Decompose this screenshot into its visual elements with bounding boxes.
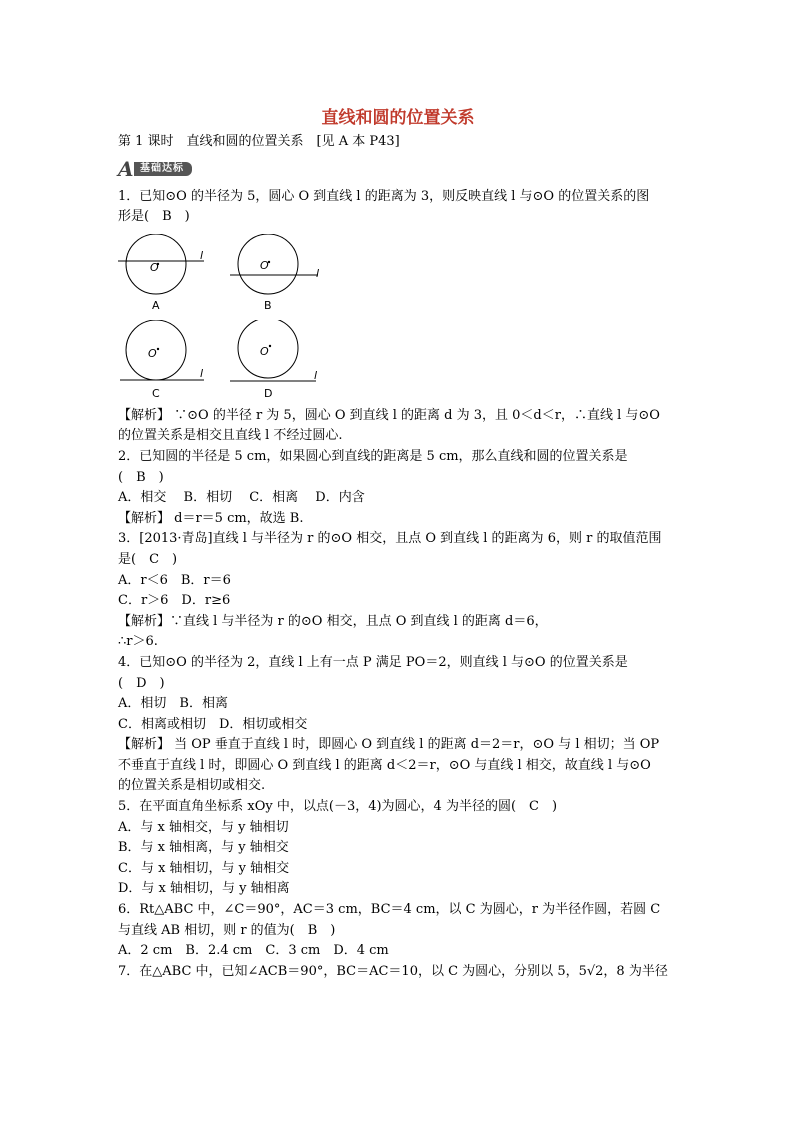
figure-b-line-label: l [316,266,320,280]
q2-stem-line1: 2．已知圆的半径是 5 cm，如果圆心到直线的距离是 5 cm，那么直线和圆的位置关系是 [118,448,628,464]
badge-text: 基础达标 [134,162,192,176]
figure-d-line-label: l [314,368,318,382]
q1-stem-line2: 形是( B ) [118,209,190,225]
q3-analysis-line1: 【解析】∵直线 l 与半径为 r 的⊙O 相交，且点 O 到直线 l 的距离 d＝6， [118,613,548,629]
q2-stem-line2: ( B ) [118,469,164,485]
figure-b-label: B [264,298,272,312]
q6-stem-line2: 与直线 AB 相切，则 r 的值为( B ) [118,922,336,938]
figure-c-line-label: l [200,366,204,380]
q2-analysis: 【解析】 d＝r＝5 cm，故选 B. [118,510,304,526]
figure-a-line-label: l [200,248,204,262]
figure-a-label: A [152,298,160,312]
q4-options-line1: A．相切 B．相离 [118,696,228,712]
figure-b-drawing [230,234,330,314]
figure-d-drawing [230,320,330,400]
figure-b-center-label: O [260,258,269,272]
lesson-subtitle: 第 1 课时 直线和圆的位置关系 [见 A 本 P43] [118,134,400,149]
q1-figures [118,230,678,400]
q1-analysis-line2: 的位置关系是相交且直线 l 不经过圆心. [118,428,343,444]
figure-c [118,320,218,400]
q4-stem-line1: 4．已知⊙O 的半径为 2，直线 l 上有一点 P 满足 PO＝2，则直线 l 与⊙O 的位置关系是 [118,654,628,670]
q4-stem-line2: ( D ) [118,675,165,691]
q1-stem-line1: 1．已知⊙O 的半径为 5，圆心 O 到直线 l 的距离为 3，则反映直线 l 与⊙O 的位置关系的图 [118,188,650,204]
badge-letter: A [118,156,134,181]
figure-a-center-label: O [150,260,159,274]
q3-stem-line2: 是( C ) [118,551,178,567]
page-title: 直线和圆的位置关系 [321,108,475,128]
figure-a [118,234,218,314]
figure-c-label: C [152,386,160,400]
figure-c-center-label: O [148,346,157,360]
q3-analysis-line2: ∴r＞6. [118,634,158,650]
figure-d-label: D [264,386,273,400]
q4-analysis-line2: 不垂直于直线 l 时，即圆心 O 到直线 l 的距离 d＜2＝r，⊙O 与直线 l 相交，故直线 l 与⊙O [118,757,651,773]
q4-options-line2: C．相离或相切 D．相切或相交 [118,716,308,732]
document-page [118,104,678,982]
q3-options-line1: A．r＜6 B．r＝6 [118,572,231,588]
q3-stem-line1: 3．[2013·青岛]直线 l 与半径为 r 的⊙O 相交，且点 O 到直线 l 的距离为 6，则 r 的取值范围 [118,531,662,547]
figure-d-center-label: O [260,344,269,358]
q5-option-b: B．与 x 轴相离，与 y 轴相交 [118,840,289,856]
q3-options-line2: C．r＞6 D．r≥6 [118,593,231,609]
q7-stem-line1: 7．在△ABC 中，已知∠ACB＝90°，BC＝AC＝10，以 C 为圆心，分别以 5，5√2，8 为半径 [118,963,668,979]
q4-analysis-line1: 【解析】 当 OP 垂直于直线 l 时，即圆心 O 到直线 l 的距离 d＝2＝r，⊙O 与 l 相切；当 OP [118,737,660,753]
q5-option-a: A．与 x 轴相交，与 y 轴相切 [118,819,289,835]
q1-analysis-line1: 【解析】 ∵⊙O 的半径 r 为 5，圆心 O 到直线 l 的距离 d 为 3，且 0＜d＜r，∴直线 l 与⊙O [118,407,660,423]
q6-options: A．2 cm B．2.4 cm C．3 cm D．4 cm [118,943,389,959]
section-badge [118,157,678,181]
q2-options: A．相交 B．相切 C．相离 D．内含 [118,490,365,506]
q6-stem-line1: 6．Rt△ABC 中，∠C＝90°，AC＝3 cm，BC＝4 cm，以 C 为圆心，r 为半径作圆，若圆 C [118,902,661,918]
figure-c-drawing [118,320,218,400]
q5-option-d: D．与 x 轴相切，与 y 轴相离 [118,881,290,897]
q5-stem: 5．在平面直角坐标系 xOy 中，以点(－3，4)为圆心，4 为半径的圆( C ) [118,799,558,815]
figure-d [230,320,330,400]
q4-analysis-line3: 的位置关系是相切或相交. [118,778,266,794]
figure-b [230,234,330,314]
q5-option-c: C．与 x 轴相切，与 y 轴相交 [118,860,290,876]
